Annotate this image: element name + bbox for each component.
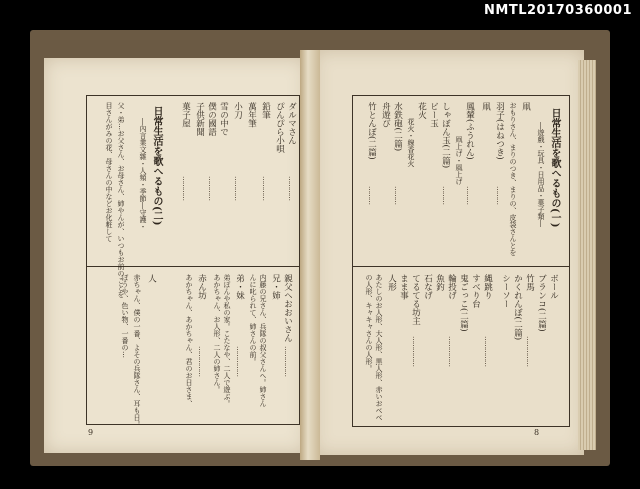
leader-dots: ………… xyxy=(287,176,295,200)
left-prose: 父・弟…お父さん、お母さん、姉やんが、いつもお前のことを xyxy=(117,102,125,298)
left-prose: 内藤の兄さん、兵隊の叔父さんへ。姉さん xyxy=(259,274,267,407)
left-page-number: 9 xyxy=(88,428,94,437)
left-prose: 弟ぽんや私の家。こたなや、二人で遊ぶ。 xyxy=(223,274,231,407)
left-entry: 子供新聞 xyxy=(194,102,205,136)
left-entry: 雪の中で xyxy=(218,102,229,136)
page-edges xyxy=(578,60,596,450)
right-entry: まま事 xyxy=(398,274,409,300)
leader-dots: ………… xyxy=(207,176,215,200)
left-prose: 赤ちゃん、僕の一番、よその兵隊さん、耳も日。 xyxy=(133,274,141,428)
left-entry: 鉛筆 xyxy=(260,102,271,119)
leader-dots: ……… xyxy=(393,186,401,204)
right-entry: 花火 xyxy=(416,102,427,119)
leader-dots: ………… xyxy=(233,176,241,200)
right-section-subtitle: ―遊戲・玩具・日用品・菓子類― xyxy=(537,122,545,227)
right-table-divider xyxy=(353,266,569,267)
left-entry: 萬年筆 xyxy=(246,102,257,128)
leader-dots: …………… xyxy=(197,346,205,376)
right-entry: 石なげ xyxy=(422,274,433,300)
left-entry: 弟・妹 xyxy=(234,274,245,300)
right-entry: 鳳輦(ふうれん) xyxy=(464,102,475,160)
right-entry: すべり台 xyxy=(470,274,481,308)
right-entry: かくれんぼ(二篇) xyxy=(512,274,523,341)
left-entry: 親父へおおいさん xyxy=(282,274,293,342)
right-entry: 輪投げ xyxy=(446,274,457,300)
left-entry: 兄・姉 xyxy=(270,274,281,300)
right-table xyxy=(352,95,570,427)
right-entry: 竹とんぼ(二篇) xyxy=(366,102,377,160)
right-entry: てるてる坊主 xyxy=(410,274,421,325)
watermark: NMTL20170360001 xyxy=(484,3,632,18)
leader-dots: …………… xyxy=(283,346,291,376)
leader-dots: ……… xyxy=(495,186,503,204)
left-prose: あかちゃん、あかちゃん、君のお日さま、 xyxy=(185,274,193,407)
leader-dots: …………… xyxy=(525,336,533,366)
right-prose: あたしのお人形、大人形、黒人形、赤いおべべ xyxy=(375,274,383,421)
leader-dots: …………… xyxy=(483,336,491,366)
right-entry: 舟遊び xyxy=(380,102,391,128)
right-prose: の人形、キャキャさんの人形。 xyxy=(365,274,373,372)
right-entry: 魚釣 xyxy=(434,274,445,291)
leader-dots: ………… xyxy=(181,176,189,200)
left-table xyxy=(86,95,300,428)
right-page-number: 8 xyxy=(534,428,540,437)
left-prose: あかちゃん、お人形、二人の姉さん。 xyxy=(213,274,221,393)
right-prose: おもりさん、まりのつき、まりの、皮袋さんとを xyxy=(509,102,517,256)
leader-dots: …………… xyxy=(411,336,419,366)
leader-dots: ………… xyxy=(261,176,269,200)
right-section-title: 日常生活を歌へるもの(一) xyxy=(549,108,560,228)
left-prose: ぼうや、色い物、一番の… xyxy=(121,274,129,358)
right-entry: 凧 xyxy=(480,102,491,111)
leader-dots: …………… xyxy=(235,346,243,376)
left-entry: ダルマさん xyxy=(286,102,297,145)
right-entry: ブランコ(二篇) xyxy=(536,274,547,332)
left-section-subtitle: ―內言業文雜・人頻・季節―守護・ xyxy=(139,118,147,230)
leader-dots: ……… xyxy=(441,186,449,204)
right-prose: 凧上げ・風上げ xyxy=(455,136,463,185)
right-entry: 縄跳り xyxy=(482,274,493,300)
right-entry: 羽子(はねつき) xyxy=(494,102,505,160)
left-section-title: 日常生活を歌へるもの(二) xyxy=(151,106,162,226)
right-entry: ボール xyxy=(548,274,559,300)
left-entry: 菓子屋 xyxy=(180,102,191,128)
right-entry: しゃぼん玉(二篇) xyxy=(440,102,451,169)
right-entry: 竹馬 xyxy=(524,274,535,291)
right-entry: 水鉄砲(二篇) xyxy=(392,102,403,152)
right-entry: シーソー xyxy=(500,274,511,308)
left-entry: 赤ん坊 xyxy=(196,274,207,300)
left-entry: 僕の國語 xyxy=(206,102,217,136)
left-entry: ぴんぴら小唄 xyxy=(274,102,285,153)
left-entry: 人 xyxy=(146,274,157,283)
leader-dots: …………… xyxy=(447,336,455,366)
right-entry: 人形 xyxy=(386,274,397,291)
leader-dots: ……… xyxy=(465,186,473,204)
right-entry: 鬼ごっこ(二篇) xyxy=(458,274,469,332)
left-prose: んに叱られて、姉さんの前。 xyxy=(249,274,257,365)
book-spine xyxy=(300,50,320,460)
left-entry: 小刀 xyxy=(232,102,243,119)
right-prose: 花火・線香花火 xyxy=(407,118,415,167)
right-entry: ビー玉 xyxy=(428,102,439,128)
left-prose: 目さんがみの花、母さんの中などお化粧して xyxy=(105,102,113,242)
right-entry: 凧 xyxy=(520,102,531,111)
leader-dots: ……… xyxy=(367,186,375,204)
